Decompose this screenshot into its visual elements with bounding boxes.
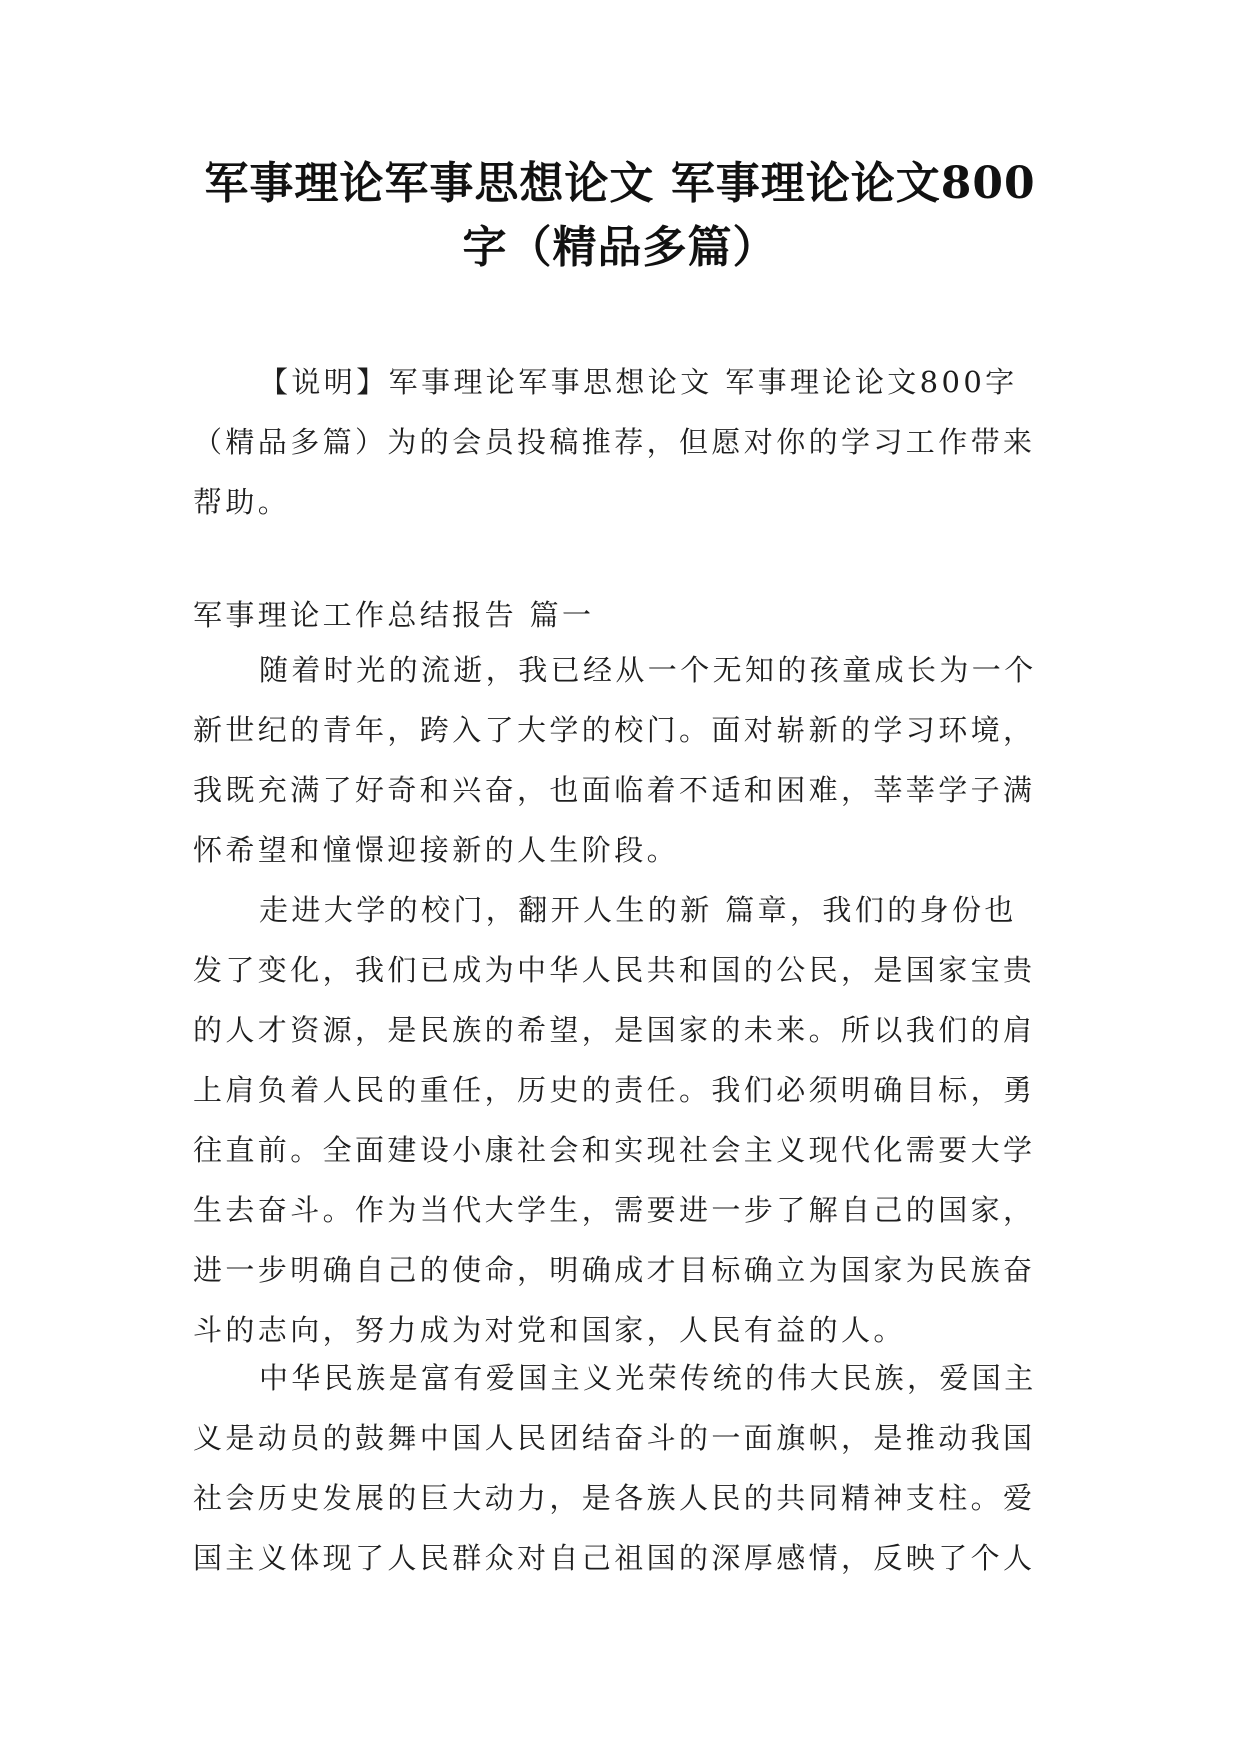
paragraph-line: 我既充满了好奇和兴奋，也面临着不适和困难，莘莘学子满 xyxy=(193,773,1036,807)
paragraph xyxy=(193,880,1045,1360)
document-title xyxy=(150,152,1090,280)
paragraph-line: 随着时光的流逝，我已经从一个无知的孩童成长为一个 xyxy=(259,653,1037,687)
paragraph-line: 斗的志向，努力成为对党和国家，人民有益的人。 xyxy=(193,1313,906,1347)
intro-line: 【说明】军事理论军事思想论文 军事理论论文800字 xyxy=(259,365,1018,399)
title-line: 字（精品多篇） xyxy=(462,222,778,273)
intro-line: 帮助。 xyxy=(193,485,291,519)
paragraph-line: 的人才资源，是民族的希望，是国家的未来。所以我们的肩 xyxy=(193,1013,1036,1047)
paragraph-line: 中华民族是富有爱国主义光荣传统的伟大民族，爱国主 xyxy=(259,1361,1037,1395)
section-heading-text: 军事理论工作总结报告 篇一 xyxy=(193,598,595,632)
paragraph xyxy=(193,640,1045,880)
paragraph-line: 进一步明确自己的使命，明确成才目标确立为国家为民族奋 xyxy=(193,1253,1036,1287)
paragraph-line: 义是动员的鼓舞中国人民团结奋斗的一面旗帜，是推动我国 xyxy=(193,1421,1036,1455)
paragraph-line: 发了变化，我们已成为中华人民共和国的公民，是国家宝贵 xyxy=(193,953,1036,987)
section-heading xyxy=(193,585,1045,645)
paragraph-line: 社会历史发展的巨大动力，是各族人民的共同精神支柱。爱 xyxy=(193,1481,1036,1515)
title-line: 军事理论军事思想论文 军事理论论文800 xyxy=(204,158,1036,209)
paragraph xyxy=(193,1348,1045,1588)
paragraph-line: 上肩负着人民的重任，历史的责任。我们必须明确目标，勇 xyxy=(193,1073,1036,1107)
intro-line: （精品多篇）为的会员投稿推荐，但愿对你的学习工作带来 xyxy=(193,425,1036,459)
paragraph-line: 生去奋斗。作为当代大学生，需要进一步了解自己的国家， xyxy=(193,1193,1036,1227)
paragraph-line: 国主义体现了人民群众对自己祖国的深厚感情，反映了个人 xyxy=(193,1541,1036,1575)
paragraph-line: 走进大学的校门，翻开人生的新 篇章，我们的身份也 xyxy=(259,893,1017,927)
paragraph-line: 往直前。全面建设小康社会和实现社会主义现代化需要大学 xyxy=(193,1133,1036,1167)
paragraph-line: 新世纪的青年，跨入了大学的校门。面对崭新的学习环境， xyxy=(193,713,1036,747)
intro-note xyxy=(193,352,1045,532)
paragraph-line: 怀希望和憧憬迎接新的人生阶段。 xyxy=(193,833,680,867)
